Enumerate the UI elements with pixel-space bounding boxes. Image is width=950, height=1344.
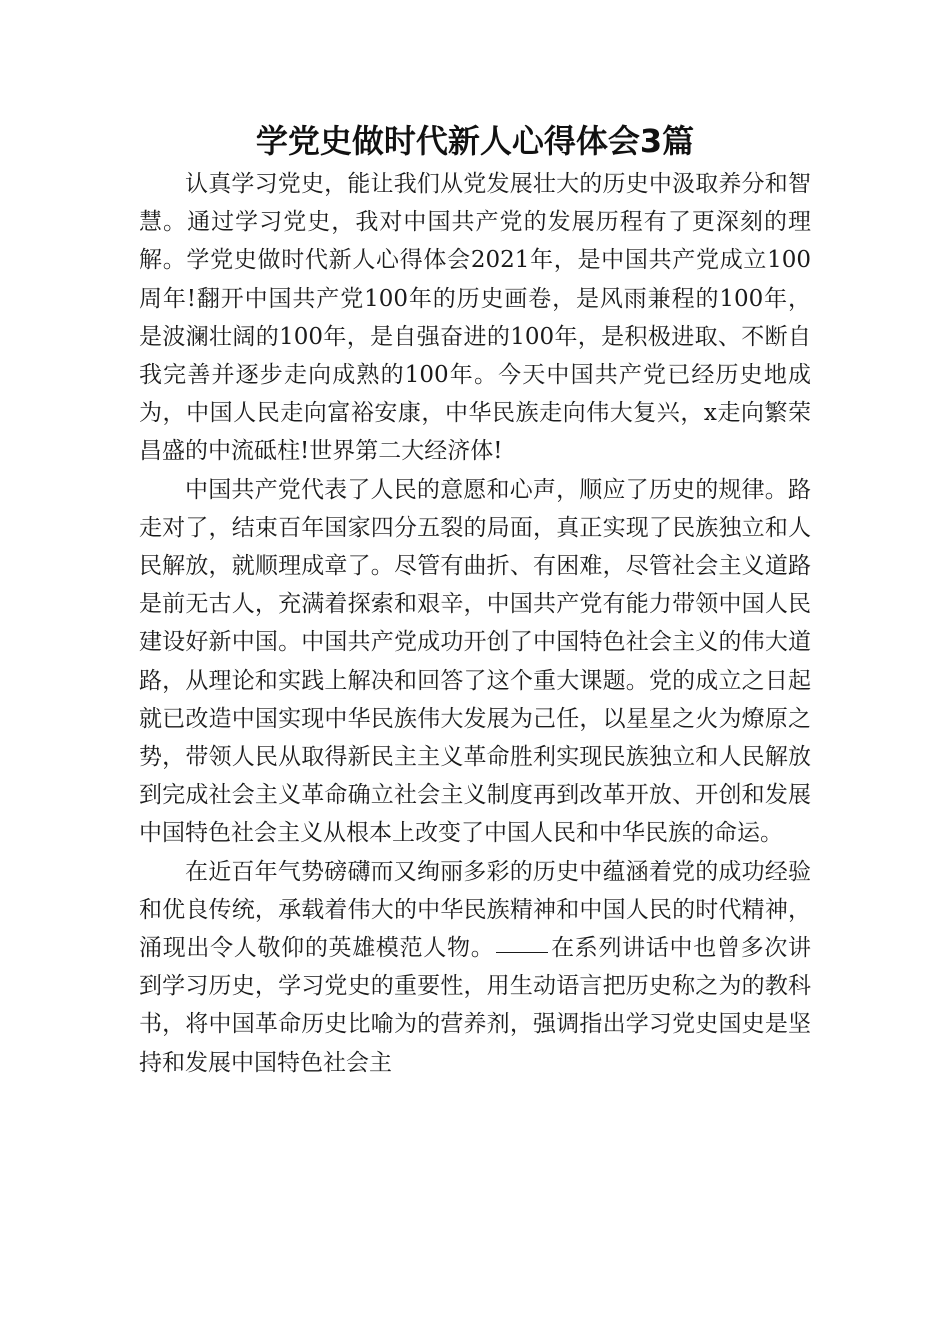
document-body xyxy=(139,165,811,1082)
document-title: 学党史做时代新人心得体会3篇 xyxy=(255,122,695,160)
paragraph-2: 中国共产党代表了人民的意愿和心声，顺应了历史的规律。路走对了，结束百年国家四分五裂的局面，真正实现了民族独立和人民解放，就顺理成章了。尽管有曲折、有困难，尽管社会主义道路是前无古人，充满着探索和艰辛，中国共产党有能力带领中国人民建设好新中国。中国共产党成功开创了中国特色社会主义的伟大道路，从理论和实践上解决和回答了这个重大课题。党的成立之日起就已改造中国实现中华民族伟大发展为己任，以星星之火为燎原之势，带领人民从取得新民主主义革命胜利实现民族独立和人民解放到完成社会主义革命确立社会主义制度再到改革开放、开创和发展中国特色社会主义从根本上改变了中国人民和中华民族的命运。 xyxy=(139,476,811,847)
fill-in-blank xyxy=(496,951,548,953)
paragraph-3 xyxy=(139,853,811,1082)
paragraph-3-part-1: 在近百年气势磅礴而又绚丽多彩的历史中蕴涵着党的成功经验和优良传统，承载着伟大的中华民族精神和中国人民的时代精神，涌现出令人敬仰的英雄模范人物。 xyxy=(139,858,811,962)
paragraph-3-part-2: 在系列讲话中也曾多次讲到学习历史，学习党史的重要性，用生动语言把历史称之为的教科书，将中国革命历史比喻为的营养剂，强调指出学习党史国史是坚持和发展中国特色社会主 xyxy=(139,935,812,1076)
paragraph-1: 认真学习党史，能让我们从党发展壮大的历史中汲取养分和智慧。通过学习党史，我对中国共产党的发展历程有了更深刻的理解。学党史做时代新人心得体会2021年，是中国共产党成立100周年!翻开中国共产党100年的历史画卷，是风雨兼程的100年，是波澜壮阔的100年，是自强奋进的100年，是积极进取、不断自我完善并逐步走向成熟的100年。今天中国共产党已经历史地成为，中国人民走向富裕安康，中华民族走向伟大复兴，x走向繁荣昌盛的中流砥柱!世界第二大经济体! xyxy=(139,171,811,465)
